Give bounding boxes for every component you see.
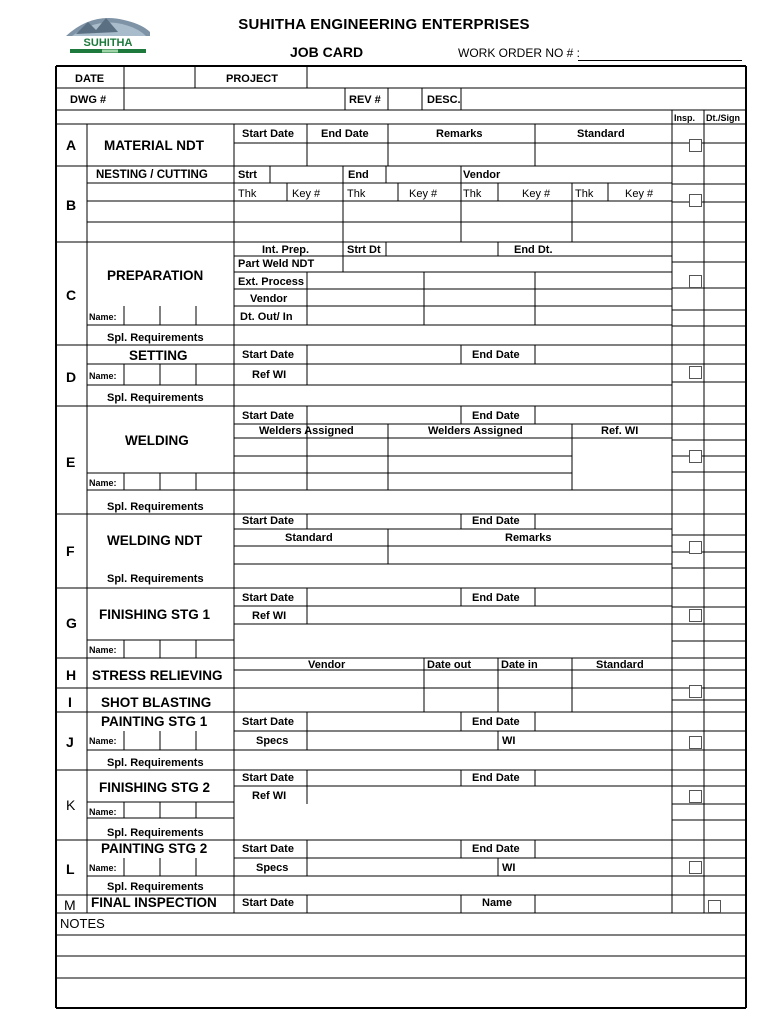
painting1-start-date-label: Start Date bbox=[242, 716, 294, 728]
painting1-spl-req-label: Spl. Requirements bbox=[107, 757, 204, 769]
material-ndt-remarks-label: Remarks bbox=[436, 128, 483, 140]
finishing-stg1-title: FINISHING STG 1 bbox=[99, 607, 211, 622]
finishing2-ref-wi-label: Ref WI bbox=[252, 790, 287, 802]
insp-checkbox-c[interactable] bbox=[689, 275, 702, 288]
insp-checkbox-e[interactable] bbox=[689, 450, 702, 463]
section-g-letter: G bbox=[66, 615, 77, 631]
painting1-wi-label: WI bbox=[502, 735, 516, 747]
finishing2-name-label: Name: bbox=[89, 807, 117, 817]
dt-out-in-label: Dt. Out/ In bbox=[240, 311, 293, 323]
ext-process-label: Ext. Process bbox=[238, 276, 305, 288]
painting-stg1-title: PAINTING STG 1 bbox=[101, 714, 208, 729]
thk-label-2: Thk bbox=[347, 188, 366, 200]
finishing1-ref-wi-label: Ref WI bbox=[252, 610, 287, 622]
insp-checkbox-f[interactable] bbox=[689, 541, 702, 554]
prep-end-date-label: End Dt. bbox=[514, 244, 553, 256]
prep-vendor-label: Vendor bbox=[250, 293, 288, 305]
section-f-letter: F bbox=[66, 543, 75, 559]
setting-ref-wi-label: Ref WI bbox=[252, 369, 287, 381]
shot-blasting-title: SHOT BLASTING bbox=[101, 695, 212, 710]
section-a-letter: A bbox=[66, 137, 77, 153]
revision-label: REV # bbox=[349, 94, 381, 106]
section-k-letter: K bbox=[66, 797, 76, 813]
painting2-wi-label: WI bbox=[502, 862, 516, 874]
notes-label: NOTES bbox=[60, 916, 105, 931]
thk-label-4: Thk bbox=[575, 188, 594, 200]
welding-spl-req-label: Spl. Requirements bbox=[107, 501, 204, 513]
inspection-column-label: Insp. bbox=[674, 113, 696, 123]
insp-checkbox-k[interactable] bbox=[689, 790, 702, 803]
painting1-name-label: Name: bbox=[89, 736, 117, 746]
part-weld-ndt-label: Part Weld NDT bbox=[238, 258, 315, 270]
welding-end-date-label: End Date bbox=[472, 410, 520, 422]
document-title: JOB CARD bbox=[290, 44, 364, 60]
stress-date-out-label: Date out bbox=[427, 659, 471, 671]
painting2-start-date-label: Start Date bbox=[242, 843, 294, 855]
material-ndt-title: MATERIAL NDT bbox=[104, 138, 204, 153]
section-l-letter: L bbox=[66, 861, 75, 877]
final-name-label: Name bbox=[482, 897, 512, 909]
company-name: SUHITHA ENGINEERING ENTERPRISES bbox=[238, 16, 530, 33]
stress-relieving-title: STRESS RELIEVING bbox=[92, 668, 223, 683]
finishing2-spl-req-label: Spl. Requirements bbox=[107, 827, 204, 839]
setting-title: SETTING bbox=[129, 348, 188, 363]
key-label-1: Key # bbox=[292, 188, 321, 200]
material-ndt-start-date-label: Start Date bbox=[242, 128, 294, 140]
section-c-letter: C bbox=[66, 287, 77, 303]
welding-ndt-title: WELDING NDT bbox=[107, 533, 203, 548]
setting-spl-req-label: Spl. Requirements bbox=[107, 392, 204, 404]
date-label: DATE bbox=[75, 73, 105, 85]
welding-ndt-standard-label: Standard bbox=[285, 532, 333, 544]
section-e-letter: E bbox=[66, 454, 76, 470]
stress-vendor-label: Vendor bbox=[308, 659, 346, 671]
nesting-start-label: Strt bbox=[238, 169, 257, 181]
prep-spl-req-label: Spl. Requirements bbox=[107, 332, 204, 344]
date-sign-column-label: Dt./Sign bbox=[706, 113, 740, 123]
nesting-end-label: End bbox=[348, 169, 369, 181]
material-ndt-standard-label: Standard bbox=[577, 128, 625, 140]
welding-start-date-label: Start Date bbox=[242, 410, 294, 422]
section-b-letter: B bbox=[66, 197, 77, 213]
section-m-letter: M bbox=[64, 897, 76, 913]
logo-text: SUHITHA bbox=[83, 37, 133, 49]
painting2-end-date-label: End Date bbox=[472, 843, 520, 855]
stress-date-in-label: Date in bbox=[501, 659, 538, 671]
welders-assigned-label-1: Welders Assigned bbox=[259, 425, 354, 437]
prep-start-date-label: Strt Dt bbox=[347, 244, 381, 256]
insp-checkbox-h[interactable] bbox=[689, 685, 702, 698]
setting-start-date-label: Start Date bbox=[242, 349, 294, 361]
prep-name-label: Name: bbox=[89, 312, 117, 322]
thk-label-3: Thk bbox=[463, 188, 482, 200]
insp-checkbox-d[interactable] bbox=[689, 366, 702, 379]
description-label: DESC. bbox=[427, 94, 461, 106]
thk-label-1: Thk bbox=[238, 188, 257, 200]
finishing2-start-date-label: Start Date bbox=[242, 772, 294, 784]
section-d-letter: D bbox=[66, 369, 77, 385]
welding-ndt-end-date-label: End Date bbox=[472, 515, 520, 527]
setting-end-date-label: End Date bbox=[472, 349, 520, 361]
welding-ndt-remarks-label: Remarks bbox=[505, 532, 552, 544]
nesting-vendor-label: Vendor bbox=[463, 169, 501, 181]
painting2-name-label: Name: bbox=[89, 863, 117, 873]
nesting-cutting-title: NESTING / CUTTING bbox=[96, 169, 208, 181]
drawing-number-label: DWG # bbox=[70, 94, 107, 106]
finishing1-name-label: Name: bbox=[89, 645, 117, 655]
welding-ndt-spl-req-label: Spl. Requirements bbox=[107, 573, 204, 585]
painting-stg2-title: PAINTING STG 2 bbox=[101, 841, 208, 856]
insp-checkbox-l[interactable] bbox=[689, 861, 702, 874]
material-ndt-end-date-label: End Date bbox=[321, 128, 369, 140]
section-j-letter: J bbox=[66, 734, 74, 750]
painting1-specs-label: Specs bbox=[256, 735, 289, 747]
welding-ref-wi-label: Ref. WI bbox=[601, 425, 639, 437]
insp-checkbox-a[interactable] bbox=[689, 139, 702, 152]
final-inspection-title: FINAL INSPECTION bbox=[91, 895, 217, 910]
painting2-spl-req-label: Spl. Requirements bbox=[107, 881, 204, 893]
work-order-label: WORK ORDER NO # : bbox=[458, 46, 581, 60]
key-label-2: Key # bbox=[409, 188, 438, 200]
key-label-3: Key # bbox=[522, 188, 551, 200]
setting-name-label: Name: bbox=[89, 371, 117, 381]
painting1-end-date-label: End Date bbox=[472, 716, 520, 728]
insp-checkbox-b[interactable] bbox=[689, 194, 702, 207]
welding-ndt-start-date-label: Start Date bbox=[242, 515, 294, 527]
project-label: PROJECT bbox=[226, 73, 278, 85]
int-prep-label: Int. Prep. bbox=[262, 244, 310, 256]
welding-name-label: Name: bbox=[89, 478, 117, 488]
finishing1-start-date-label: Start Date bbox=[242, 592, 294, 604]
insp-checkbox-g[interactable] bbox=[689, 609, 702, 622]
key-label-4: Key # bbox=[625, 188, 654, 200]
final-start-date-label: Start Date bbox=[242, 897, 294, 909]
insp-checkbox-m[interactable] bbox=[708, 900, 721, 913]
welding-title: WELDING bbox=[125, 433, 189, 448]
stress-standard-label: Standard bbox=[596, 659, 644, 671]
welders-assigned-label-2: Welders Assigned bbox=[428, 425, 523, 437]
finishing1-end-date-label: End Date bbox=[472, 592, 520, 604]
finishing2-end-date-label: End Date bbox=[472, 772, 520, 784]
section-i-letter: I bbox=[68, 694, 72, 710]
preparation-title: PREPARATION bbox=[107, 268, 204, 283]
finishing-stg2-title: FINISHING STG 2 bbox=[99, 780, 211, 795]
section-h-letter: H bbox=[66, 667, 77, 683]
painting2-specs-label: Specs bbox=[256, 862, 289, 874]
insp-checkbox-j[interactable] bbox=[689, 736, 702, 749]
